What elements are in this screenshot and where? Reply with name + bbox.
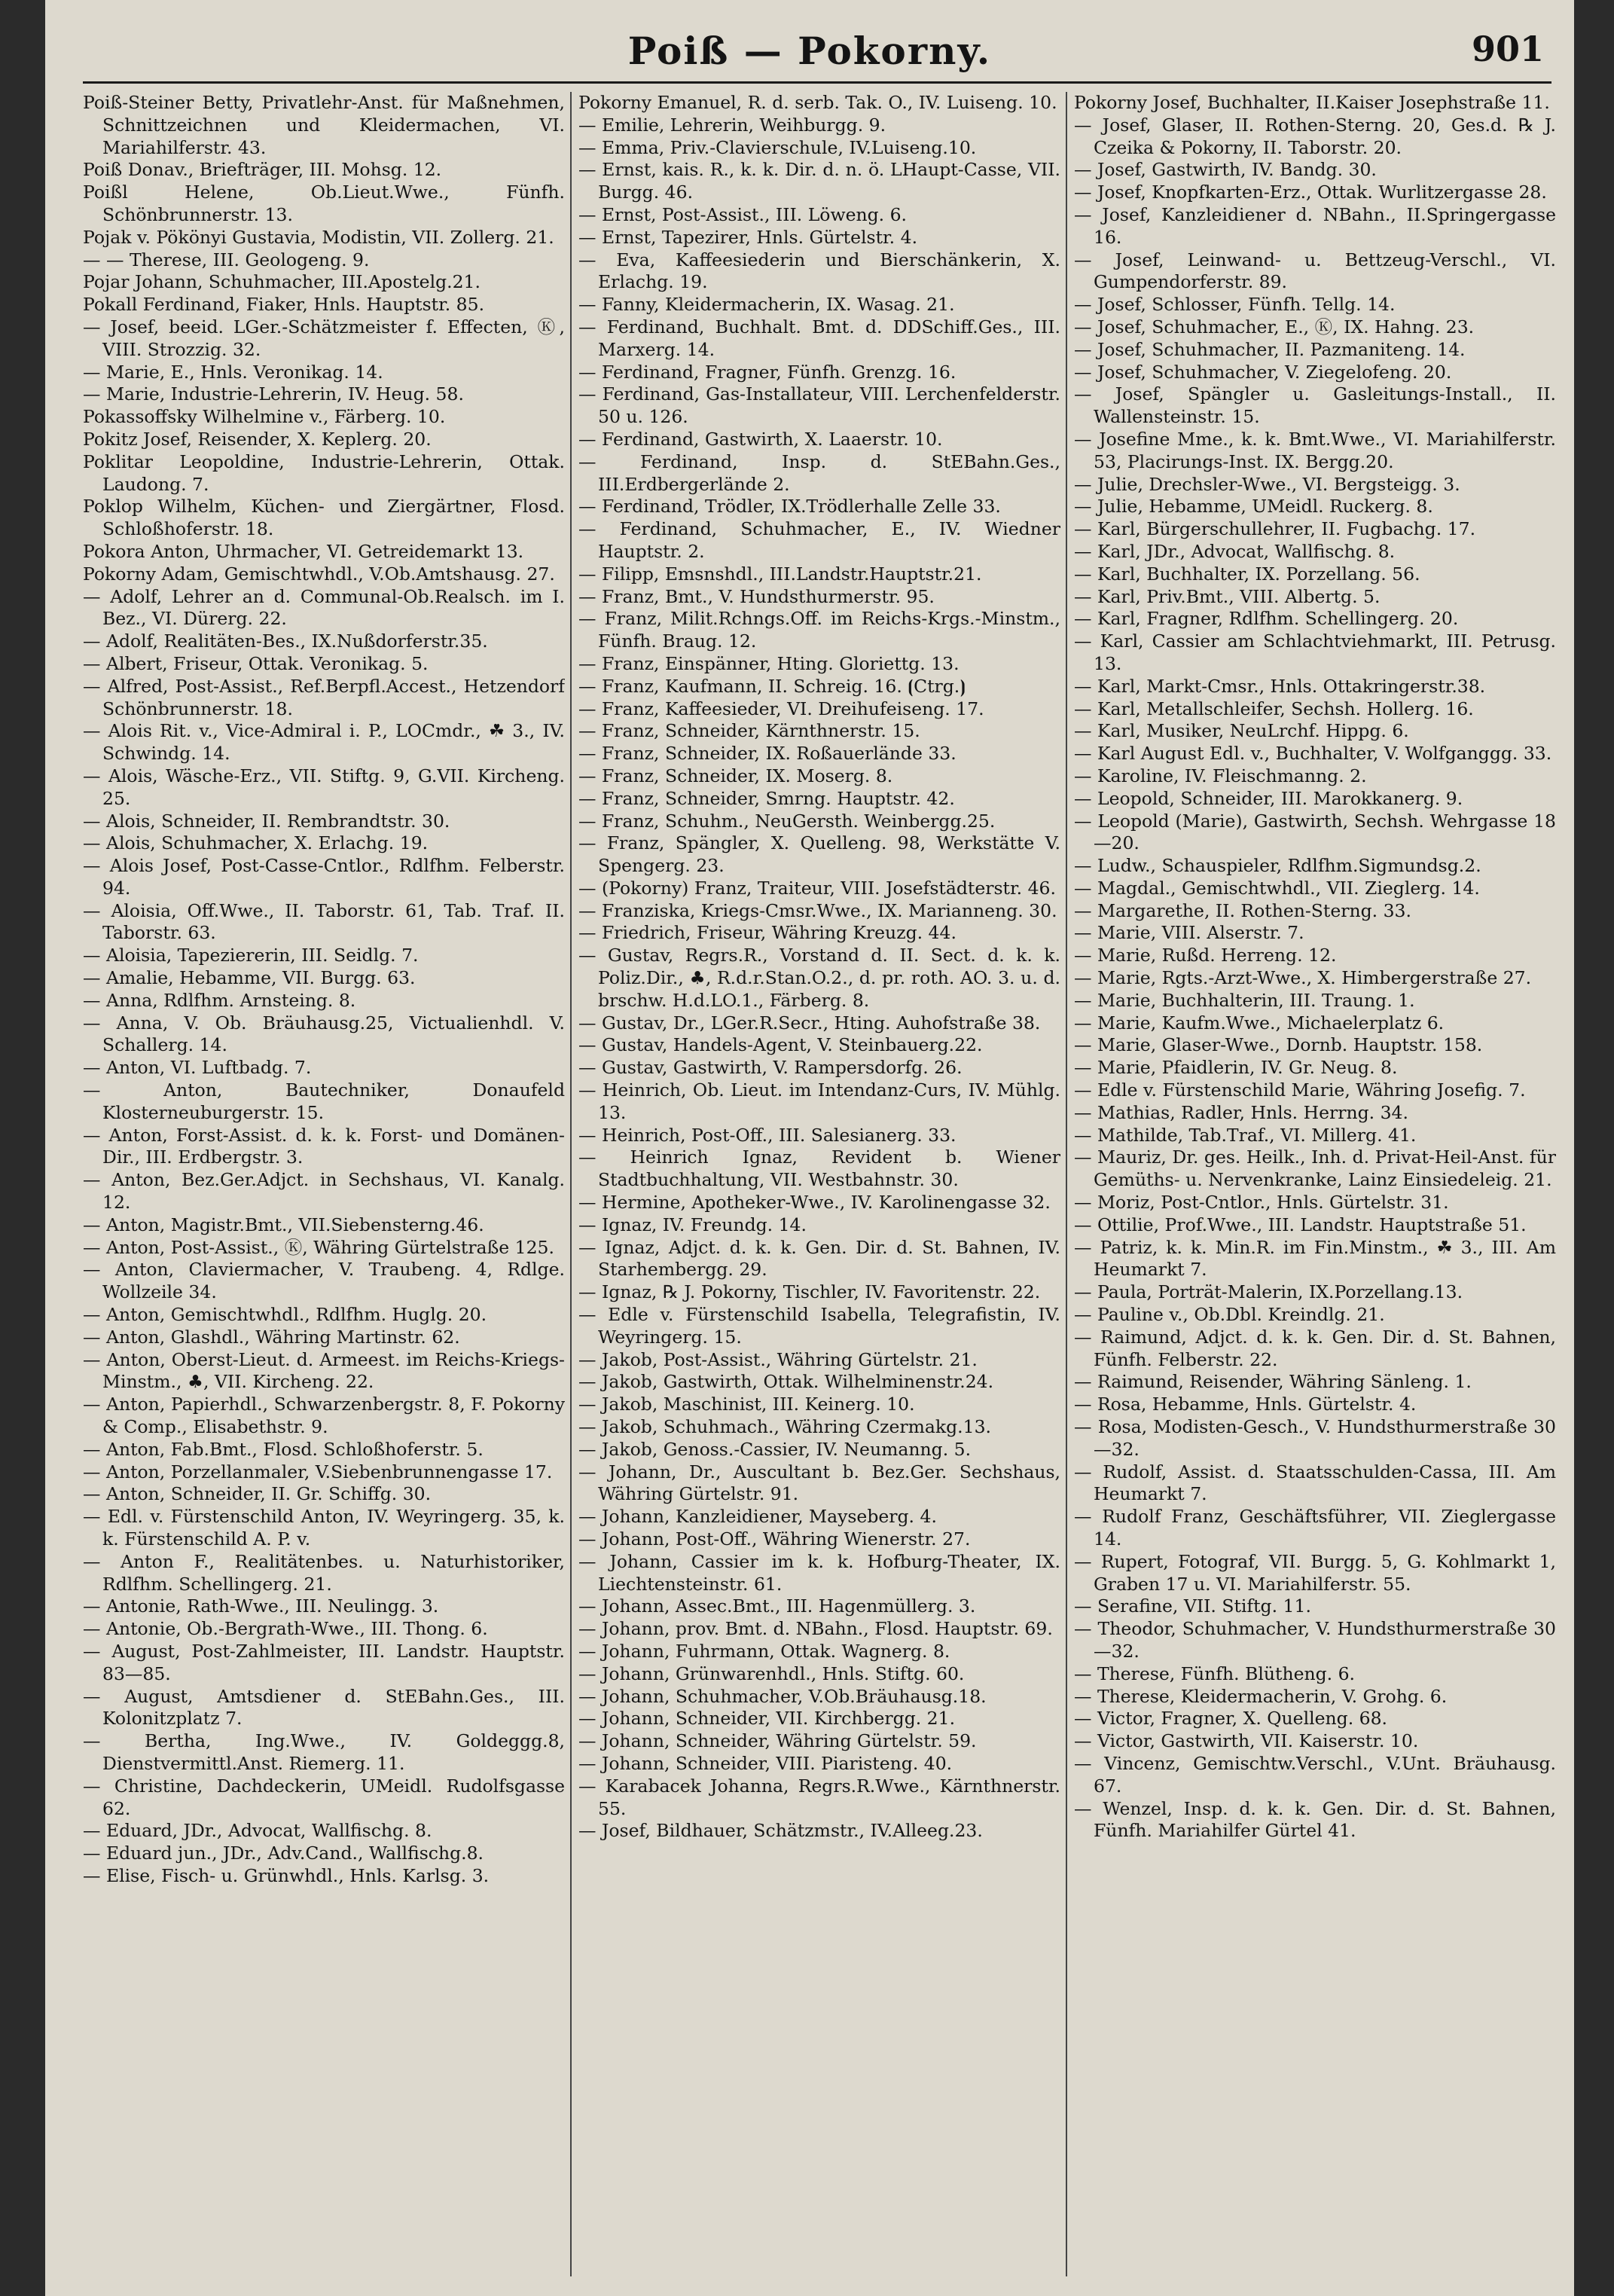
directory-entry: — August, Amtsdiener d. StEBahn.Ges., III. Kolonitzplatz 7. (83, 1685, 565, 1730)
directory-entry: — Emma, Priv.-Clavierschule, IV.Luiseng.10. (578, 136, 977, 158)
directory-entry: — Anton, Bautechniker, Donaufeld Klosterneuburgerstr. 15. (83, 1079, 565, 1123)
directory-entry: Poiß-Steiner Betty, Privatlehr-Anst. für Maßnehmen, Schnittzeichnen und Kleidermachen, VI. Mariahilferstr. 43. (83, 92, 565, 158)
directory-entry: — Karl, Priv.Bmt., VIII. Albertg. 5. (1074, 585, 1381, 607)
directory-entry: — August, Post-Zahlmeister, III. Landstr. Hauptstr. 83—85. (83, 1640, 565, 1684)
directory-entry: — Anton, Glashdl., Währing Martinstr. 62. (83, 1326, 460, 1348)
directory-entry: — Marie, Industrie-Lehrerin, IV. Heug. 58. (83, 383, 464, 405)
directory-entry: — Josef, Kanzleidiener d. NBahn., II.Springergasse 16. (1074, 203, 1556, 248)
directory-entry: — Serafine, VII. Stiftg. 11. (1074, 1595, 1311, 1617)
directory-entry: Pokassoffsky Wilhelmine v., Färberg. 10. (83, 406, 446, 428)
directory-entry: — Josef, Schuhmacher, II. Pazmaniteng. 14. (1074, 338, 1466, 360)
directory-entry: Pokorny Emanuel, R. d. serb. Tak. O., IV. Luiseng. 10. (578, 92, 1057, 113)
directory-entry: — Raimund, Adjct. d. k. k. Gen. Dir. d. St. Bahnen, Fünfh. Felberstr. 22. (1074, 1326, 1556, 1370)
directory-entry: — Josef, Glaser, II. Rothen-Sterng. 20, Ges.d. ℞ J. Czeika & Pokorny, II. Taborstr. 20. (1074, 114, 1556, 158)
directory-entry: — Josef, Knopfkarten-Erz., Ottak. Wurlitzergasse 28. (1074, 182, 1547, 203)
directory-entry: — Alois Josef, Post-Casse-Cntlor., Rdlfhm. Felberstr. 94. (83, 855, 565, 899)
directory-entry: Poklitar Leopoldine, Industrie-Lehrerin, Ottak. Laudong. 7. (83, 450, 565, 495)
directory-entry: — Anton, Claviermacher, V. Traubeng. 4, Rdlge. Wollzeile 34. (83, 1259, 565, 1303)
running-head: Poiß — Pokorny. (627, 29, 992, 73)
directory-entry: — Josef, Spängler u. Gasleitungs-Install., II. Wallensteinstr. 15. (1074, 383, 1556, 428)
directory-entry: — Franz, Schneider, Kärnthnerstr. 15. (578, 720, 920, 742)
directory-entry: Pokitz Josef, Reisender, X. Keplerg. 20. (83, 428, 432, 450)
directory-entry: — Anton, Post-Assist., Ⓚ, Währing Gürtelstraße 125. (83, 1236, 554, 1258)
directory-entry: — Karl, Buchhalter, IX. Porzellang. 56. (1074, 563, 1420, 585)
directory-entry: — Victor, Fragner, X. Quelleng. 68. (1074, 1708, 1388, 1730)
directory-entry: — Franz, Kaufmann, II. Schreig. 16. ⦗Ctrg.⦘ (578, 675, 966, 697)
directory-page (45, 0, 1574, 2296)
directory-entry: — Karabacek Johanna, Regrs.R.Wwe., Kärnthnerstr. 55. (578, 1775, 1060, 1819)
directory-entry: — Fanny, Kleidermacherin, IX. Wasag. 21. (578, 294, 955, 316)
directory-entry: — Alfred, Post-Assist., Ref.Berpfl.Accest., Hetzendorf Schönbrunnerstr. 18. (83, 675, 565, 719)
directory-entry: — Jakob, Schuhmach., Währing Czermakg.13. (578, 1416, 992, 1438)
directory-entry: — Anton, Oberst-Lieut. d. Armeest. im Reichs-Kriegs-Minstm., ♣, VII. Kircheng. 22. (83, 1348, 565, 1393)
directory-entry: — Aloisia, Off.Wwe., II. Taborstr. 61, Tab. Traf. II. Taborstr. 63. (83, 899, 565, 944)
directory-entry: — Anton, Gemischtwhdl., Rdlfhm. Huglg. 20. (83, 1304, 487, 1326)
directory-entry: — Johann, Schneider, Währing Gürtelstr. 59. (578, 1730, 977, 1752)
directory-entry: — Ferdinand, Trödler, IX.Trödlerhalle Zelle 33. (578, 496, 1001, 518)
directory-entry: — Eduard, JDr., Advocat, Wallfischg. 8. (83, 1820, 432, 1842)
directory-entry: Poklop Wilhelm, Küchen- und Ziergärtner, Flosd. Schloßhoferstr. 18. (83, 496, 565, 540)
directory-entry: — Raimund, Reisender, Währing Sänleng. 1. (1074, 1371, 1472, 1393)
directory-entry: — Karl, Bürgerschullehrer, II. Fugbachg. 17. (1074, 518, 1476, 540)
directory-entry: — Ferdinand, Insp. d. StEBahn.Ges., III.Erdbergerlände 2. (578, 450, 1060, 495)
directory-entry: — Ernst, Post-Assist., III. Löweng. 6. (578, 203, 908, 225)
directory-entry: — Rudolf, Assist. d. Staatsschulden-Cassa, III. Am Heumarkt 7. (1074, 1461, 1556, 1505)
directory-entry: — Patriz, k. k. Min.R. im Fin.Minstm., ☘ 3., III. Am Heumarkt 7. (1074, 1236, 1556, 1281)
column-divider (570, 92, 572, 2276)
directory-entry: — Heinrich, Ob. Lieut. im Intendanz-Curs, IV. Mühlg. 13. (578, 1079, 1060, 1123)
directory-entry: — Johann, Post-Off., Währing Wienerstr. 27. (578, 1528, 971, 1549)
directory-entry: — Rosa, Modisten-Gesch., V. Hundsthurmerstraße 30—32. (1074, 1416, 1556, 1460)
directory-entry: — Edl. v. Fürstenschild Anton, IV. Weyringerg. 35, k. k. Fürstenschild A. P. v. (83, 1506, 565, 1549)
directory-entry: — Franz, Einspänner, Hting. Gloriettg. 13. (578, 652, 960, 674)
directory-entry: — Julie, Drechsler-Wwe., VI. Bergsteigg. 3. (1074, 473, 1460, 495)
directory-entry: Pojak v. Pökönyi Gustavia, Modistin, VII. Zollerg. 21. (83, 226, 554, 248)
directory-entry: — Ferdinand, Fragner, Fünfh. Grenzg. 16. (578, 361, 957, 383)
directory-entry: — Ferdinand, Schuhmacher, E., IV. Wiedner Hauptstr. 2. (578, 518, 1060, 562)
directory-entry: — Ferdinand, Gastwirth, X. Laaerstr. 10. (578, 428, 943, 450)
directory-entry: — Johann, Kanzleidiener, Mayseberg. 4. (578, 1506, 937, 1528)
directory-entry: — Franziska, Kriegs-Cmsr.Wwe., IX. Marianneng. 30. (578, 899, 1057, 921)
directory-entry: — Karl, Markt-Cmsr., Hnls. Ottakringerstr.38. (1074, 675, 1486, 697)
directory-entry: — Eva, Kaffeesiederin und Bierschänkerin, X. Erlachg. 19. (578, 249, 1060, 293)
directory-entry: — Elise, Fisch- u. Grünwhdl., Hnls. Karlsg. 3. (83, 1864, 490, 1886)
directory-entry: — Josefine Mme., k. k. Bmt.Wwe., VI. Mariahilferstr. 53, Placirungs-Inst. IX. Bergg.20. (1074, 428, 1556, 472)
directory-entry: — Mathias, Radler, Hnls. Herrng. 34. (1074, 1101, 1408, 1123)
directory-entry: — Marie, Glaser-Wwe., Dornb. Hauptstr. 158. (1074, 1034, 1483, 1056)
header-rule (83, 81, 1551, 84)
directory-entry: — Johann, Cassier im k. k. Hofburg-Theater, IX. Liechtensteinstr. 61. (578, 1550, 1060, 1595)
directory-entry: — Karoline, IV. Fleischmanng. 2. (1074, 765, 1367, 786)
directory-entry: — Josef, Gastwirth, IV. Bandg. 30. (1074, 159, 1377, 181)
directory-entry: — Franz, Milit.Rchngs.Off. im Reichs-Krgs.-Minstm., Fünfh. Braug. 12. (578, 608, 1060, 652)
directory-entry: — Anton, Magistr.Bmt., VII.Siebensterng.46. (83, 1214, 484, 1235)
directory-entry: — Edle v. Fürstenschild Marie, Währing Josefig. 7. (1074, 1079, 1526, 1101)
directory-entry: — Aloisia, Tapeziererin, III. Seidlg. 7. (83, 945, 419, 966)
directory-entry: Poißl Helene, Ob.Lieut.Wwe., Fünfh. Schönbrunnerstr. 13. (83, 182, 565, 225)
directory-entry: — Jakob, Genoss.-Cassier, IV. Neumanng. 5. (578, 1438, 972, 1460)
directory-entry: — Ottilie, Prof.Wwe., III. Landstr. Hauptstraße 51. (1074, 1214, 1527, 1235)
directory-entry: — Josef, Schuhmacher, E., Ⓚ, IX. Hahng. 23. (1074, 316, 1475, 337)
directory-entry: — Adolf, Realitäten-Bes., IX.Nußdorferstr.35. (83, 630, 488, 652)
directory-entry: — Johann, Dr., Auscultant b. Bez.Ger. Sechshaus, Währing Gürtelstr. 91. (578, 1461, 1060, 1505)
directory-entry: — Alois Rit. v., Vice-Admiral i. P., LOCmdr., ☘ 3., IV. Schwindg. 14. (83, 720, 565, 765)
directory-entry: — Marie, Rgts.-Arzt-Wwe., X. Himbergerstraße 27. (1074, 967, 1532, 989)
directory-entry: — Gustav, Regrs.R., Vorstand d. II. Sect. d. k. k. Poliz.Dir., ♣, R.d.r.Stan.O.2., d. pr. roth. AO. 3. u. d. brschw. H.d.LO.1., Färberg. 8. (578, 945, 1060, 1011)
directory-entry: — Anton, Forst-Assist. d. k. k. Forst- und Domänen-Dir., III. Erdbergstr. 3. (83, 1124, 565, 1168)
directory-entry: Pokorny Josef, Buchhalter, II.Kaiser Josephstraße 11. (1074, 92, 1550, 113)
directory-entry: — Anna, V. Ob. Bräuhausg.25, Victualienhdl. V. Schallerg. 14. (83, 1012, 565, 1056)
directory-entry: — Karl, JDr., Advocat, Wallfischg. 8. (1074, 540, 1396, 562)
directory-entry: — Josef, beeid. LGer.-Schätzmeister f. Effecten, Ⓚ, VIII. Strozzig. 32. (83, 316, 565, 360)
directory-entry: — Josef, Bildhauer, Schätzmstr., IV.Alleeg.23. (578, 1820, 983, 1842)
directory-entry: — Alois, Wäsche-Erz., VII. Stiftg. 9, G.VII. Kircheng. 25. (83, 765, 565, 809)
directory-entry: — Christine, Dachdeckerin, UMeidl. Rudolfsgasse 62. (83, 1775, 565, 1819)
column-2 (578, 92, 1060, 2276)
directory-entry: Pojar Johann, Schuhmacher, III.Apostelg.21. (83, 271, 481, 293)
directory-entry: — Karl, Cassier am Schlachtviehmarkt, III. Petrusg. 13. (1074, 630, 1556, 674)
directory-entry: — Franz, Schneider, Smrng. Hauptstr. 42. (578, 787, 955, 809)
directory-entry: — Therese, Fünfh. Blütheng. 6. (1074, 1662, 1356, 1684)
directory-entry: — Eduard jun., JDr., Adv.Cand., Wallfischg.8. (83, 1843, 484, 1864)
directory-entry: — Johann, Assec.Bmt., III. Hagenmüllerg. 3. (578, 1595, 976, 1617)
directory-entry: — Karl, Fragner, Rdlfhm. Schellingerg. 20. (1074, 608, 1459, 630)
directory-entry: — Karl, Metallschleifer, Sechsh. Hollerg. 16. (1074, 698, 1474, 719)
column-1 (83, 92, 565, 2276)
directory-entry: — Gustav, Handels-Agent, V. Steinbauerg.22. (578, 1034, 983, 1056)
directory-entry: — Jakob, Gastwirth, Ottak. Wilhelminenstr.24. (578, 1371, 994, 1393)
column-3 (1074, 92, 1556, 2276)
directory-entry: — Ernst, Tapezirer, Hnls. Gürtelstr. 4. (578, 226, 918, 248)
directory-entry: — Wenzel, Insp. d. k. k. Gen. Dir. d. St. Bahnen, Fünfh. Mariahilfer Gürtel 41. (1074, 1797, 1556, 1842)
page-number: 901 (1471, 29, 1544, 69)
directory-entry: — Jakob, Post-Assist., Währing Gürtelstr. 21. (578, 1348, 978, 1370)
directory-entry: — Alois, Schneider, II. Rembrandtstr. 30. (83, 810, 450, 832)
directory-entry: — Theodor, Schuhmacher, V. Hundsthurmerstraße 30—32. (1074, 1618, 1556, 1662)
directory-entry: — Rudolf Franz, Geschäftsführer, VII. Zieglergasse 14. (1074, 1506, 1556, 1549)
directory-entry: — Alois, Schuhmacher, X. Erlachg. 19. (83, 832, 429, 854)
directory-entry: — Moriz, Post-Cntlor., Hnls. Gürtelstr. 31. (1074, 1192, 1449, 1214)
directory-entry: — Leopold, Schneider, III. Marokkanerg. 9. (1074, 787, 1463, 809)
directory-entry: — Jakob, Maschinist, III. Keinerg. 10. (578, 1394, 915, 1415)
directory-entry: — Franz, Schuhm., NeuGersth. Weinbergg.25. (578, 810, 996, 832)
directory-entry: — Albert, Friseur, Ottak. Veronikag. 5. (83, 652, 429, 674)
directory-entry: — Heinrich Ignaz, Revident b. Wiener Stadtbuchhaltung, VII. Westbahnstr. 30. (578, 1146, 1060, 1191)
directory-entry: — Ludw., Schauspieler, Rdlfhm.Sigmundsg.2. (1074, 855, 1481, 877)
directory-entry: — Johann, Schneider, VIII. Piaristeng. 40. (578, 1752, 953, 1774)
directory-entry: — Antonie, Ob.-Bergrath-Wwe., III. Thong. 6. (83, 1618, 488, 1640)
directory-entry: — Hermine, Apotheker-Wwe., IV. Karolinengasse 32. (578, 1192, 1051, 1214)
directory-entry: — Gustav, Gastwirth, V. Rampersdorfg. 26. (578, 1057, 963, 1079)
directory-entry: — Ferdinand, Gas-Installateur, VIII. Lerchenfelderstr. 50 u. 126. (578, 383, 1060, 428)
directory-entry: — Amalie, Hebamme, VII. Burgg. 63. (83, 967, 416, 989)
directory-entry: — Marie, Pfaidlerin, IV. Gr. Neug. 8. (1074, 1057, 1398, 1079)
directory-entry: — — Therese, III. Geologeng. 9. (83, 249, 370, 270)
directory-entry: — Anton, Fab.Bmt., Flosd. Schloßhoferstr. 5. (83, 1438, 484, 1460)
directory-entry: — Ferdinand, Buchhalt. Bmt. d. DDSchiff.Ges., III. Marxerg. 14. (578, 316, 1060, 360)
directory-entry: — Johann, Schuhmacher, V.Ob.Bräuhausg.18. (578, 1685, 987, 1707)
directory-entry: — Johann, Grünwarenhdl., Hnls. Stiftg. 60. (578, 1662, 965, 1684)
directory-entry: — Ignaz, ℞ J. Pokorny, Tischler, IV. Favoritenstr. 22. (578, 1281, 1041, 1303)
directory-entry: — Marie, Buchhalterin, III. Traung. 1. (1074, 989, 1415, 1011)
directory-entry: — Anton, Schneider, II. Gr. Schiffg. 30. (83, 1483, 432, 1505)
directory-entry: Pokorny Adam, Gemischtwhdl., V.Ob.Amtshausg. 27. (83, 563, 555, 585)
directory-entry: — Therese, Kleidermacherin, V. Grohg. 6. (1074, 1685, 1448, 1707)
directory-entry: — Pauline v., Ob.Dbl. Kreindlg. 21. (1074, 1304, 1385, 1326)
directory-entry: — Bertha, Ing.Wwe., IV. Goldeggg.8, Dienstvermittl.Anst. Riemerg. 11. (83, 1730, 565, 1774)
directory-entry: — Magdal., Gemischtwhdl., VII. Zieglerg. 14. (1074, 877, 1480, 899)
page-header (45, 29, 1574, 89)
directory-entry: — Franz, Schneider, IX. Moserg. 8. (578, 765, 893, 786)
directory-entry: — Victor, Gastwirth, VII. Kaiserstr. 10. (1074, 1730, 1419, 1752)
directory-entry: — Gustav, Dr., LGer.R.Secr., Hting. Auhofstraße 38. (578, 1012, 1041, 1034)
directory-entry: — Marie, Rußd. Herreng. 12. (1074, 945, 1337, 966)
directory-entry: — Antonie, Rath-Wwe., III. Neulingg. 3. (83, 1595, 439, 1617)
directory-entry: — Anton, Papierhdl., Schwarzenbergstr. 8, F. Pokorny & Comp., Elisabethstr. 9. (83, 1394, 565, 1438)
directory-entry: — Ernst, kais. R., k. k. Dir. d. n. ö. LHaupt-Casse, VII. Burgg. 46. (578, 159, 1060, 203)
directory-entry: — Mathilde, Tab.Traf., VI. Millerg. 41. (1074, 1124, 1417, 1146)
directory-entry: — Emilie, Lehrerin, Weihburgg. 9. (578, 114, 886, 136)
directory-entry: — (Pokorny) Franz, Traiteur, VIII. Josefstädterstr. 46. (578, 877, 1056, 899)
directory-entry: — Friedrich, Friseur, Währing Kreuzg. 44. (578, 922, 957, 944)
directory-entry: — Anton, VI. Luftbadg. 7. (83, 1057, 312, 1079)
directory-entry: — Anton, Bez.Ger.Adjct. in Sechshaus, VI. Kanalg. 12. (83, 1169, 565, 1214)
directory-entry: — Leopold (Marie), Gastwirth, Sechsh. Wehrgasse 18—20. (1074, 810, 1556, 854)
directory-entry: — Johann, Schneider, VII. Kirchbergg. 21. (578, 1708, 956, 1730)
directory-entry: — Mauriz, Dr. ges. Heilk., Inh. d. Privat-Heil-Anst. für Gemüths- u. Nervenkranke, Lainz Einsiedeleig. 21. (1074, 1146, 1556, 1191)
directory-entry: Pokall Ferdinand, Fiaker, Hnls. Hauptstr. 85. (83, 294, 485, 316)
directory-entry: — Margarethe, II. Rothen-Sterng. 33. (1074, 899, 1411, 921)
directory-entry: — Franz, Spängler, X. Quelleng. 98, Werkstätte V. Spengerg. 23. (578, 832, 1060, 877)
directory-entry: — Edle v. Fürstenschild Isabella, Telegrafistin, IV. Weyringerg. 15. (578, 1304, 1060, 1348)
directory-entry: — Heinrich, Post-Off., III. Salesianerg. 33. (578, 1124, 957, 1146)
directory-entry: — Franz, Kaffeesieder, VI. Dreihufeiseng. 17. (578, 698, 984, 719)
directory-entry: — Josef, Schuhmacher, V. Ziegelofeng. 20. (1074, 361, 1452, 383)
directory-entry: — Ignaz, IV. Freundg. 14. (578, 1214, 807, 1235)
directory-entry: — Rupert, Fotograf, VII. Burgg. 5, G. Kohlmarkt 1, Graben 17 u. VI. Mariahilferstr. 55. (1074, 1550, 1556, 1595)
directory-entry: — Johann, prov. Bmt. d. NBahn., Flosd. Hauptstr. 69. (578, 1618, 1053, 1640)
directory-entry: — Johann, Fuhrmann, Ottak. Wagnerg. 8. (578, 1640, 950, 1662)
directory-entry: — Adolf, Lehrer an d. Communal-Ob.Realsch. im I. Bez., VI. Dürerg. 22. (83, 585, 565, 630)
directory-entry: — Rosa, Hebamme, Hnls. Gürtelstr. 4. (1074, 1394, 1417, 1415)
directory-entry: — Franz, Bmt., V. Hundsthurmerstr. 95. (578, 585, 935, 607)
directory-entry: Poiß Donav., Briefträger, III. Mohsg. 12. (83, 159, 442, 181)
directory-entry: — Karl August Edl. v., Buchhalter, V. Wolfganggg. 33. (1074, 743, 1552, 765)
directory-entry: — Anton F., Realitätenbes. u. Naturhistoriker, Rdlfhm. Schellingerg. 21. (83, 1550, 565, 1595)
directory-entry: — Karl, Musiker, NeuLrchf. Hippg. 6. (1074, 720, 1409, 742)
directory-entry: — Marie, Kaufm.Wwe., Michaelerplatz 6. (1074, 1012, 1445, 1034)
directory-entry: — Josef, Schlosser, Fünfh. Tellg. 14. (1074, 294, 1396, 316)
directory-entry: — Anna, Rdlfhm. Arnsteing. 8. (83, 989, 356, 1011)
directory-entry: — Vincenz, Gemischtw.Verschl., V.Unt. Bräuhausg. 67. (1074, 1752, 1556, 1797)
column-divider (1066, 92, 1067, 2276)
directory-entry: — Julie, Hebamme, UMeidl. Ruckerg. 8. (1074, 496, 1433, 518)
directory-entry: — Marie, VIII. Alserstr. 7. (1074, 922, 1304, 944)
directory-entry: — Filipp, Emsnshdl., III.Landstr.Hauptstr.21. (578, 563, 982, 585)
directory-entry: — Anton, Porzellanmaler, V.Siebenbrunnengasse 17. (83, 1461, 553, 1482)
directory-entry: — Josef, Leinwand- u. Bettzeug-Verschl., VI. Gumpendorferstr. 89. (1074, 249, 1556, 293)
directory-entry: — Marie, E., Hnls. Veronikag. 14. (83, 361, 383, 383)
directory-entry: Pokora Anton, Uhrmacher, VI. Getreidemarkt 13. (83, 540, 524, 562)
directory-entry: — Ignaz, Adjct. d. k. k. Gen. Dir. d. St. Bahnen, IV. Starhembergg. 29. (578, 1236, 1060, 1281)
directory-entry: — Paula, Porträt-Malerin, IX.Porzellang.13. (1074, 1281, 1463, 1303)
directory-entry: — Franz, Schneider, IX. Roßauerlände 33. (578, 743, 957, 765)
